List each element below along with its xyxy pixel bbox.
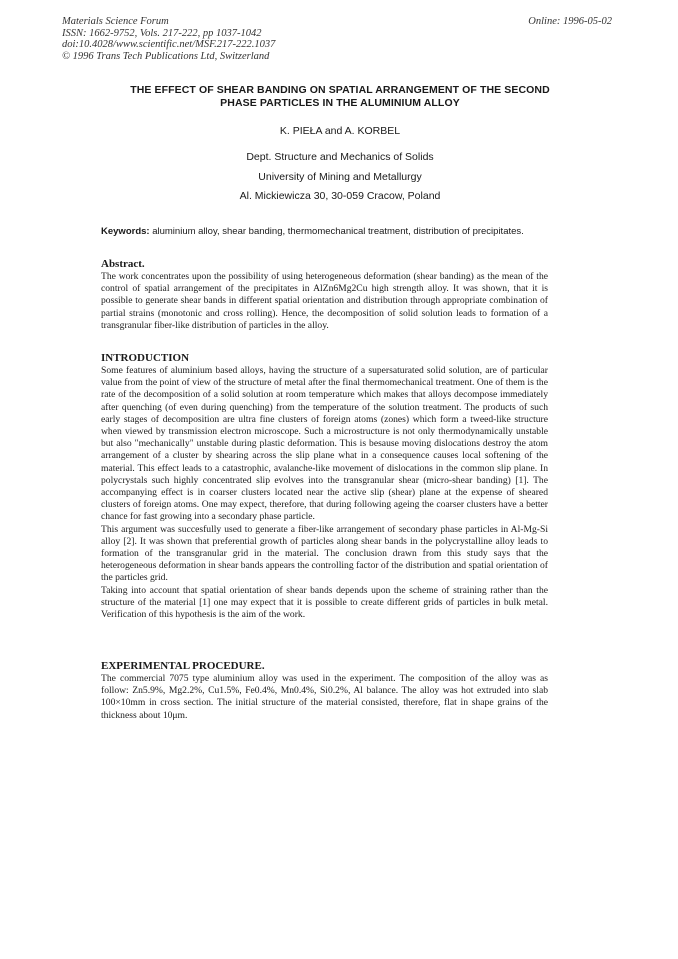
publication-info	[62, 16, 275, 62]
abstract-section	[101, 258, 548, 332]
paper-title	[90, 84, 590, 110]
authors: K. PIEŁA and A. KORBEL	[279, 125, 401, 137]
experimental-heading: EXPERIMENTAL PROCEDURE.	[101, 660, 265, 672]
keywords-label: Keywords:	[101, 226, 150, 237]
copyright-line: © 1996 Trans Tech Publications Ltd, Switzerland	[62, 50, 270, 62]
abstract-heading: Abstract.	[101, 258, 145, 270]
title-line-2: PHASE PARTICLES IN THE ALUMINIUM ALLOY	[220, 97, 460, 109]
introduction-paragraph-3: Taking into account that spatial orientation of shear bands depends upon the scheme of straining rather than the structure of the material [1] one may expect that it is possible to create different grids of particles in bulk metal. Verification of this hypothesis is the aim of the work.	[101, 584, 548, 621]
keywords	[101, 226, 546, 238]
title-line-1: THE EFFECT OF SHEAR BANDING ON SPATIAL ARRANGEMENT OF THE SECOND	[130, 84, 550, 96]
introduction-paragraph-1: Some features of aluminium based alloys, having the structure of a supersaturated solid solution, are of particular value from the point of view of the structure of metal after the final thermomechanical treatment. One of them is the rate of the decomposition of a solid solution at room temperature which makes that alloys decompose immediately after quenching (of even during quenching) from the temperature of the solution treatment. The products of such early stages of decomposition are ultra fine clusters of foreign atoms (zones) which form a tweed-like structure when viewed by transmission electron microscope. Such a microstructure is not only thermodynamically unstable but also "mechanically" unstable during plastic deformation. This is besause moving dislocations destroy the atom arrangement of a cluster by shearing across the slip plane what in a consequence causes local softening of the material. This effect leads to a catastrophic, avalanche-like movement of dislocations in the common slip plane. In polycrystals such highly concentrated slip evolves into the transgranular shear (micro-shear banding) [1]. The accompanying effect is in coarser clusters located near the active slip (shear) plane at the expense of sheared clusters of foreign atoms. One may expect, therefore, that during following ageing the coarser clusters have a better chance for fast growing into a secondary phase particle.	[101, 365, 548, 523]
experimental-section	[101, 660, 548, 722]
experimental-text: The commercial 7075 type aluminium alloy was used in the experiment. The composition of the alloy was as follow: Zn5.9%, Mg2.2%, Cu1.5%, Fe0.4%, Mn0.4%, Si0.2%, Al balance. The alloy was hot extruded into slab 100×10mm in cross section. The initial structure of the material consisted, therefore, flat in shape grains of the thickness about 10μm.	[101, 673, 548, 721]
affiliation-university: University of Mining and Metallurgy	[258, 171, 422, 183]
doi-line: doi:10.4028/www.scientific.net/MSF.217-222.1037	[62, 39, 276, 50]
introduction-paragraph-2: This argument was succesfully used to generate a fiber-like arrangement of secondary phase particles in Al-Mg-Si alloy [2]. It was shown that preferential growth of particles along shear bands in the polycrystalline alloy leads to formation of the transgranular grid in the material. The conclusion drawn from this study says that the heterogeneous deformation in shear bands appears the controlling factor of the distribution and spatial orientation of the particles grid.	[101, 523, 548, 584]
affiliation-dept: Dept. Structure and Mechanics of Solids	[246, 151, 434, 163]
abstract-text: The work concentrates upon the possibility of using heterogeneous deformation (shear banding) as the mean of the control of spatial arrangement of the precipitates in AlZn6Mg2Cu high strength alloy. It was shown, that it is possible to generate shear bands in different spatial orientation and distribution through appropriate combination of partial strains (monotonic and cross rolling). Hence, the decomposition of solid solution leads to formation of a transgranular fiber-like distribution of particles in the alloy.	[101, 271, 548, 331]
affiliation-address: Al. Mickiewicza 30, 30-059 Cracow, Poland	[239, 190, 441, 202]
online-date: Online: 1996-05-02	[528, 16, 612, 27]
journal-name: Materials Science Forum	[62, 16, 169, 27]
introduction-section	[101, 352, 548, 621]
keywords-text: aluminium alloy, shear banding, thermomechanical treatment, distribution of precipitates.	[149, 226, 524, 237]
issn-line: ISSN: 1662-9752, Vols. 217-222, pp 1037-1042	[62, 27, 262, 39]
introduction-heading: INTRODUCTION	[101, 352, 190, 364]
